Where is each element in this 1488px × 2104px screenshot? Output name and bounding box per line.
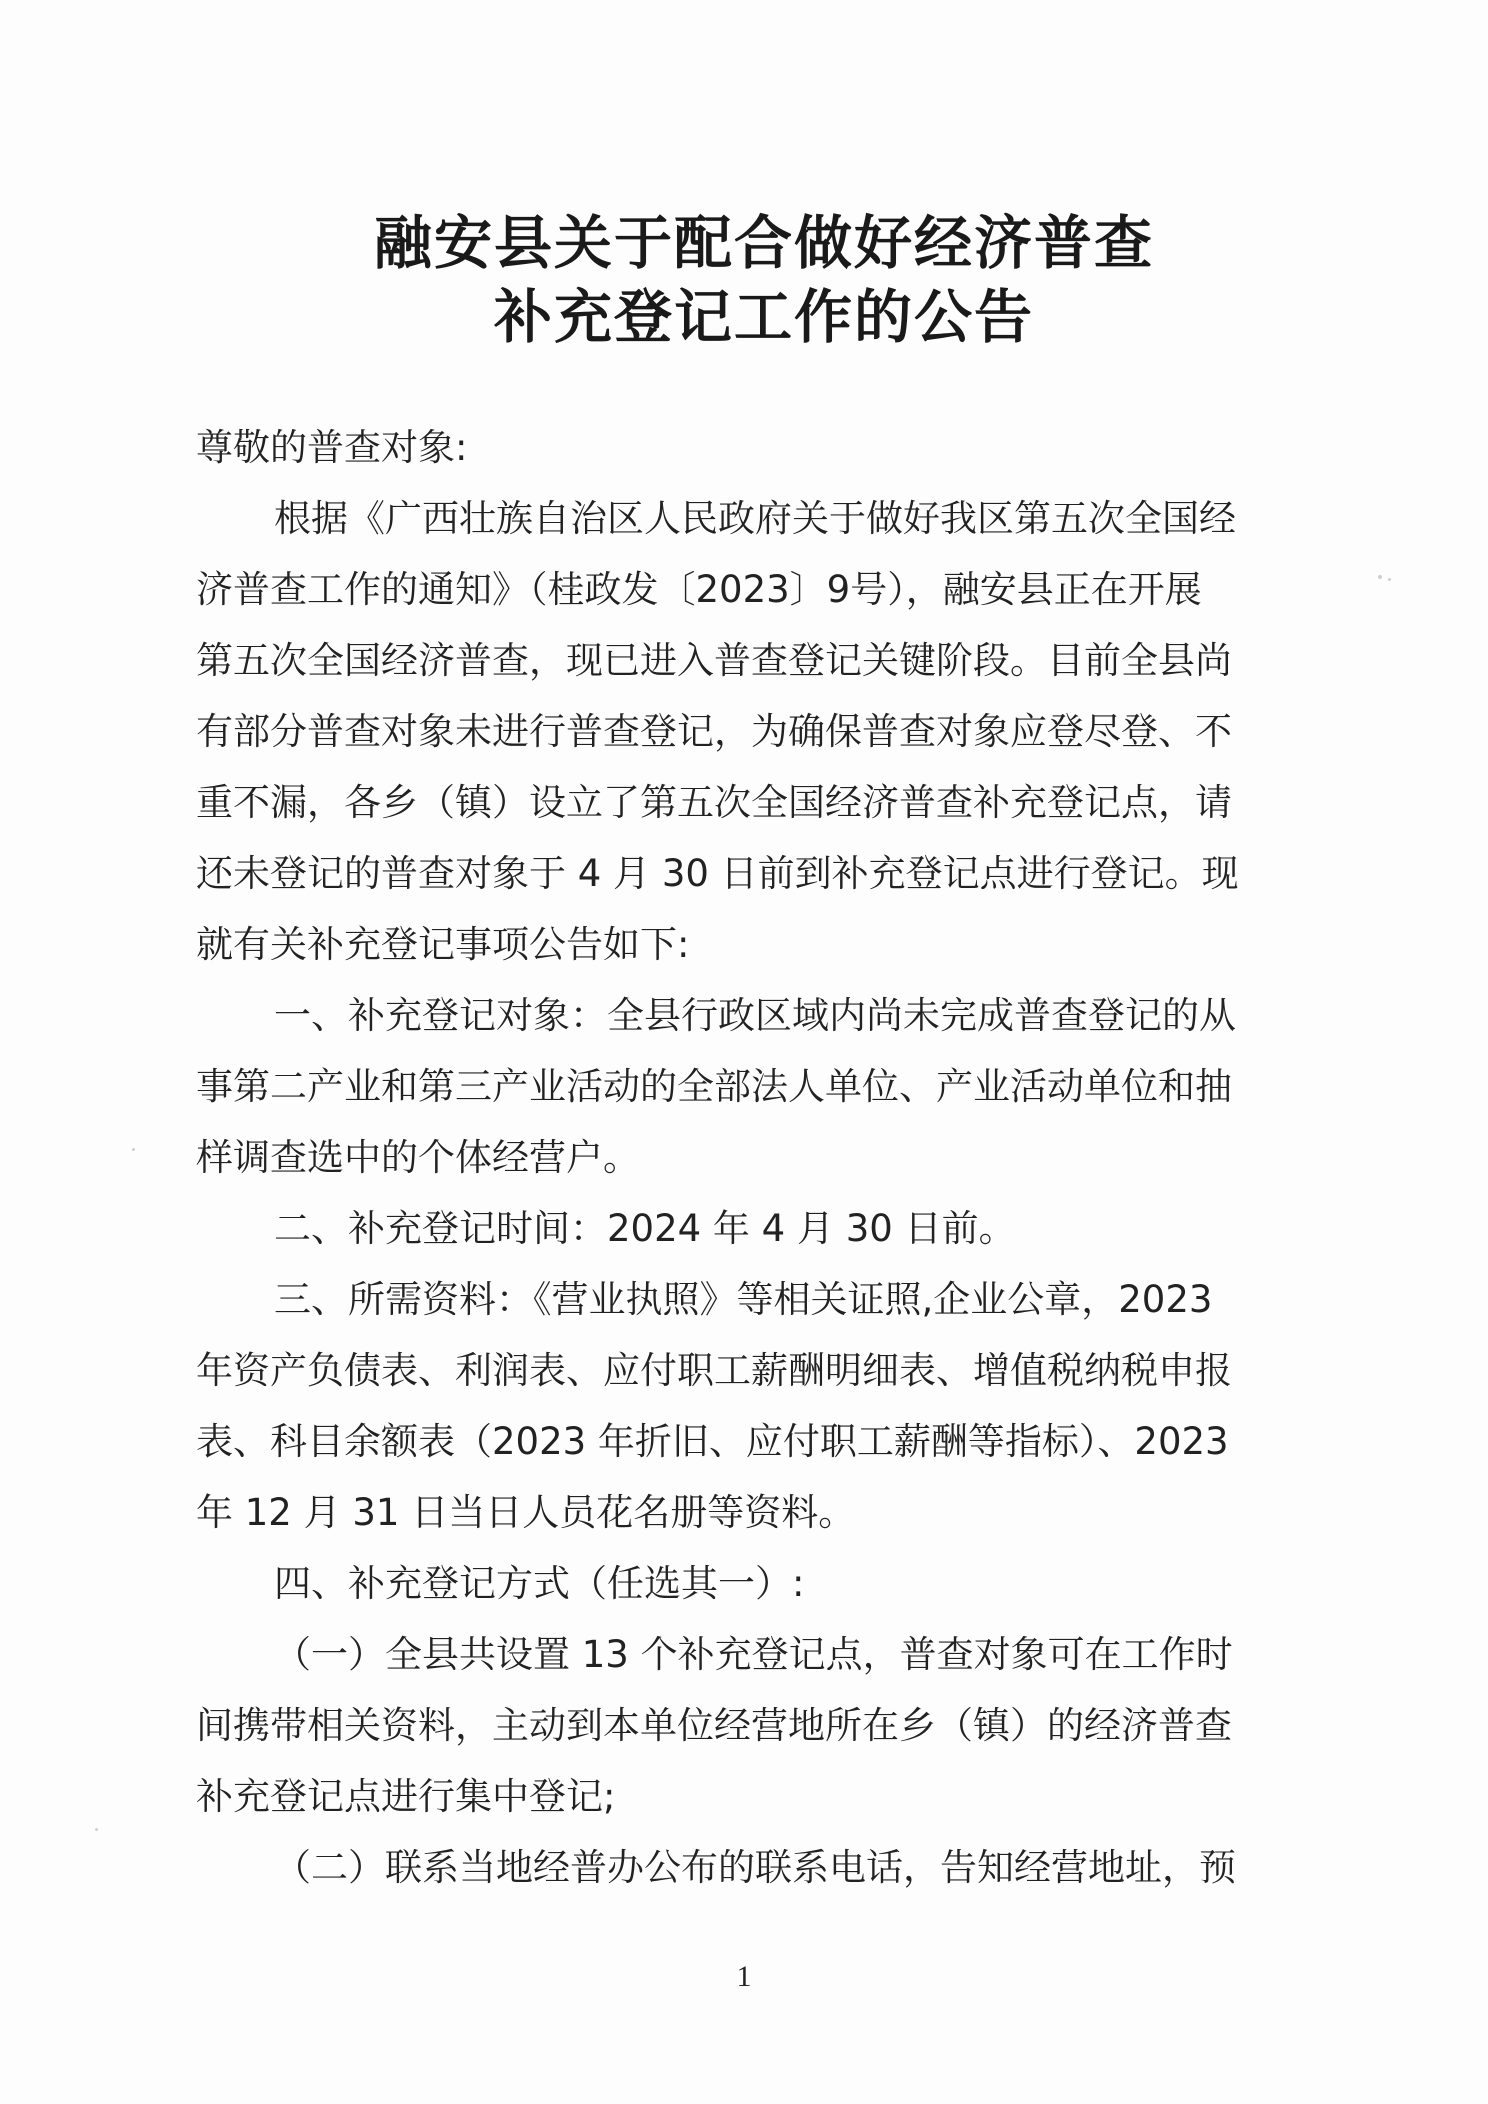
paragraph-line: 还未登记的普查对象于 4 月 30 日前到补充登记点进行登记。现 [196,852,1239,895]
paragraph-line: 年 12 月 31 日当日人员花名册等资料。 [196,1491,856,1534]
paragraph-line: 样调查选中的个体经营户。 [196,1136,640,1179]
section-heading-2: 二、补充登记时间：2024 年 4 月 30 日前。 [274,1207,1016,1250]
scan-speck [95,1828,98,1831]
document-title-line-2: 补充登记工作的公告 [493,283,1034,351]
section-heading-4: 四、补充登记方式（任选其一）: [274,1562,805,1605]
subsection-1: （一）全县共设置 13 个补充登记点，普查对象可在工作时 [274,1633,1233,1676]
scan-speck [1388,578,1391,581]
salutation: 尊敬的普查对象: [196,426,468,469]
subsection-2: （二）联系当地经普办公布的联系电话，告知经营地址，预 [274,1846,1236,1889]
paragraph-line: 济普查工作的通知》（桂政发〔2023〕9号），融安县正在开展 [196,568,1202,611]
paragraph-line: 重不漏，各乡（镇）设立了第五次全国经济普查补充登记点，请 [196,781,1232,824]
scan-speck [132,1148,135,1151]
scan-speck [1378,575,1382,579]
paragraph-line: 表、科目余额表（2023 年折旧、应付职工薪酬等指标）、2023 [196,1420,1229,1463]
paragraph-line: 第五次全国经济普查，现已进入普查登记关键阶段。目前全县尚 [196,639,1232,682]
paragraph-line: 间携带相关资料，主动到本单位经营地所在乡（镇）的经济普查 [196,1704,1232,1747]
section-heading-1: 一、补充登记对象：全县行政区域内尚未完成普查登记的从 [274,994,1236,1037]
paragraph-line: 根据《广西壮族自治区人民政府关于做好我区第五次全国经 [274,497,1236,540]
paragraph-line: 就有关补充登记事项公告如下: [196,923,690,966]
page-number: 1 [736,1960,752,1993]
paragraph-line: 有部分普查对象未进行普查登记，为确保普查对象应登尽登、不 [196,710,1232,753]
section-heading-3: 三、所需资料：《营业执照》等相关证照,企业公章，2023 [274,1278,1213,1321]
paragraph-line: 事第二产业和第三产业活动的全部法人单位、产业活动单位和抽 [196,1065,1232,1108]
paragraph-line: 补充登记点进行集中登记; [196,1775,616,1818]
document-title-line-1: 融安县关于配合做好经济普查 [373,209,1154,277]
paragraph-line: 年资产负债表、利润表、应付职工薪酬明细表、增值税纳税申报 [196,1349,1232,1392]
